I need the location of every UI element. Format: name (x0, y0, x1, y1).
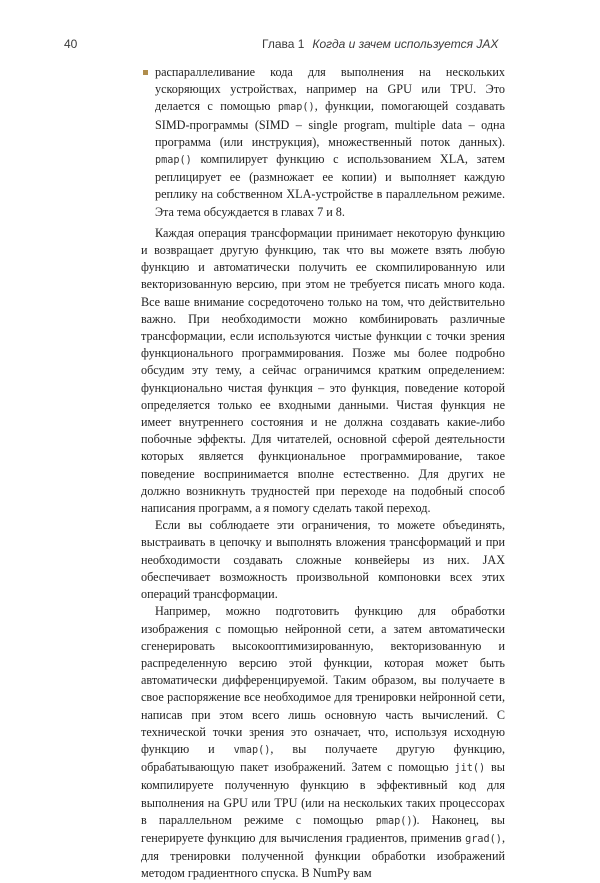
bullet-text: распараллеливание кода для выполнения на нескольких ускоряющих устройствах, например на GPU или TPU. Это делается с помощью (155, 65, 505, 114)
paragraph-text: вы компилируете полученную функцию в эффективный код для выполнения на GPU или TPU (или на нескольких таких процессорах в параллельном режиме с помощью (141, 760, 505, 827)
list-item (141, 64, 505, 221)
bullet-list (141, 64, 505, 221)
inline-code: pmap() (155, 155, 192, 167)
inline-code: pmap() (277, 102, 315, 114)
paragraph (141, 603, 505, 882)
paragraph-text: , для тренировки полученной функции обработки изображений методом градиентного спуска. В NumPy вам (141, 830, 505, 881)
paragraph: Каждая операция трансформации принимает некоторую функцию и возвращает другую функцию, так что вы можете взять любую функцию и автоматически получить ее скомпилированную или векторизованную версию, при этом не требуется писать много кода. Все ваше внимание сосредоточено только на том, что действительно важно. При необходимости можно комбинировать различные трансформации, если используются чистые функции с точки зрения функционального программирования. Позже мы более подробно обсудим эту тему, а сейчас ограничимся кратким определением: функционально чистая функция – это функция, поведение которой определяется только ее входными данными. Чистая функция не имеет внутреннего состояния и не должна создавать какие-либо побочные эффекты. Для читателей, основной сферой деятельности которых является функциональное программирование, такое поведение воспринимается вполне естественно. Для других не должно возникнуть трудностей при переходе на подобный способ написания программ, а я помогу сделать такой переход. (141, 225, 505, 516)
square-bullet-icon (143, 70, 148, 75)
chapter-label: Глава 1 (262, 37, 305, 51)
paragraph-text: ). Наконец, вы генерируете функцию для вычисления градиентов, применив (141, 812, 505, 845)
page-header (64, 37, 544, 53)
inline-code: grad() (465, 833, 502, 845)
chapter-title: Когда и зачем используется JAX (312, 37, 499, 51)
page-body (141, 64, 505, 883)
page-number: 40 (64, 37, 78, 51)
paragraph-text: , вы получаете другую функцию, обрабатывающую пакет изображений. Затем с помощью (141, 741, 505, 775)
paragraph: Если вы соблюдаете эти ограничения, то можете объединять, выстраивать в цепочку и выполнять вложения трансформаций и при необходимости создавать сложные конвейеры из них. JAX обеспечивает возможность произвольной компоновки всех этих операций трансформации. (141, 518, 505, 602)
inline-code: pmap() (375, 815, 413, 827)
running-head (262, 37, 498, 51)
bullet-text: компилирует функцию с использованием XLA, затем реплицирует ее (размножает ее копии) и выполняет каждую реплику на собственном XLA-устройстве в параллельном режиме. Эта тема обсуждается в главах 7 и 8. (155, 152, 505, 219)
inline-code: vmap() (233, 744, 271, 756)
inline-code: jit() (454, 763, 486, 775)
paragraph-text: Например, можно подготовить функцию для обработки изображения с помощью нейронной сети, а затем автоматически сгенерировать высокооптимизированную, векторизованную и распределенную версию этой функции, которая может быть автоматически дифференцируемой. Таким образом, вы получаете в свое распоряжение все необходимое для тренировки нейронной сети, написав при этом всего лишь основную часть вычислений. С технической точки зрения это означает, что, используя исходную функцию и (141, 604, 505, 756)
bullet-text: , функции, помогающей создавать SIMD-программы (SIMD – single program, multiple data – одна программа (или инструкция), множественный поток данных). (155, 99, 505, 149)
